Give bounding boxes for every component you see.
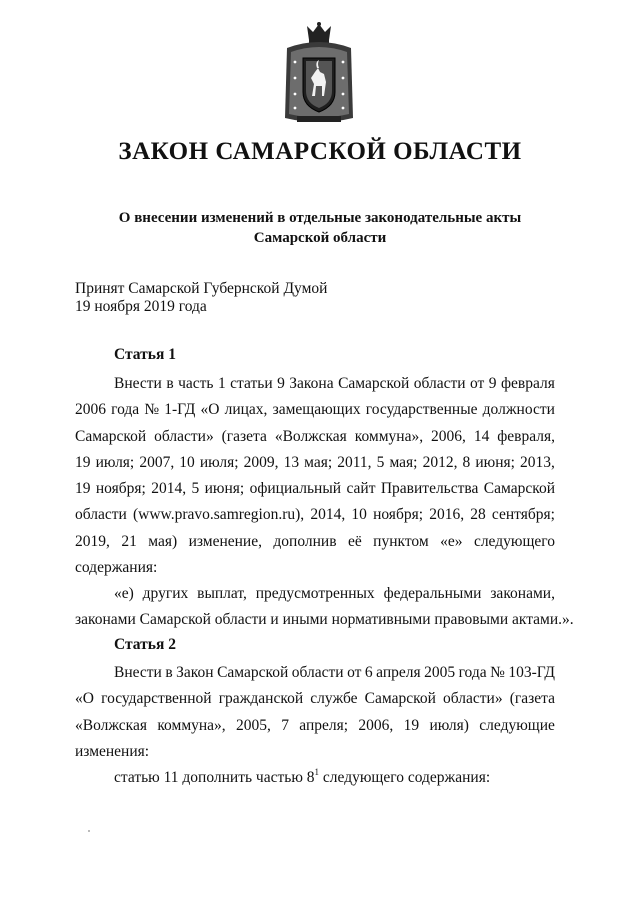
subtitle-line: О внесении изменений в отдельные законодательные акты bbox=[118, 210, 522, 226]
quote-line: законами Самарской области и иными нормативными правовыми актами.». bbox=[75, 611, 574, 629]
paragraph-line: Внести в Закон Самарской области от 6 апреля 2005 года № 103-ГД bbox=[114, 664, 555, 681]
paragraph-line: «Волжская коммуна», 2005, 7 апреля; 2006, 19 июля) следующие bbox=[75, 716, 555, 734]
amendment-text: статью 11 дополнить частью 8 bbox=[114, 769, 315, 787]
adoption-note bbox=[75, 280, 327, 316]
amendment-superscript: 1 bbox=[314, 767, 320, 778]
subtitle-line: Самарской области bbox=[253, 230, 387, 246]
article-1-heading: Статья 1 bbox=[114, 346, 176, 363]
adoption-body: Принят Самарской Губернской Думой bbox=[75, 280, 328, 297]
article-1-quote bbox=[75, 581, 574, 634]
coat-of-arms-icon bbox=[283, 22, 355, 126]
scan-speck bbox=[88, 830, 90, 832]
paragraph-line: изменения: bbox=[75, 742, 150, 760]
adoption-date: 19 ноября 2019 года bbox=[75, 298, 207, 315]
paragraph-line: области (www.pravo.samregion.ru), 2014, 10 ноября; 2016, 28 сентября; bbox=[75, 506, 555, 524]
paragraph-line: 19 ноября; 2014, 5 июня; официальный сайт Правительства Самарской bbox=[75, 480, 555, 498]
paragraph-line: 2019, 21 мая) изменение, дополнив её пунктом «е» следующего bbox=[75, 532, 555, 550]
amendment-item bbox=[75, 765, 555, 791]
paragraph-line: содержания: bbox=[75, 559, 158, 577]
article-2-body bbox=[75, 660, 555, 791]
paragraph-line: 19 июля; 2007, 10 июля; 2009, 13 мая; 2011, 5 мая; 2012, 8 июня; 2013, bbox=[75, 453, 555, 471]
amendment-tail: следующего содержания: bbox=[319, 769, 491, 787]
quote-line: «е) других выплат, предусмотренных федеральными законами, bbox=[114, 585, 555, 602]
law-title: ЗАКОН САМАРСКОЙ ОБЛАСТИ bbox=[118, 138, 522, 165]
paragraph-line: 2006 года № 1-ГД «О лицах, замещающих государственные должности bbox=[75, 401, 555, 419]
paragraph-line: Самарской области» (газета «Волжская коммуна», 2006, 14 февраля, bbox=[75, 427, 555, 445]
paragraph-line: Внести в часть 1 статьи 9 Закона Самарской области от 9 февраля bbox=[114, 375, 555, 392]
paragraph-line: «О государственной гражданской службе Самарской области» (газета bbox=[75, 690, 555, 708]
article-2-heading: Статья 2 bbox=[114, 636, 176, 653]
law-subtitle bbox=[80, 208, 560, 248]
article-1-body bbox=[75, 371, 555, 581]
